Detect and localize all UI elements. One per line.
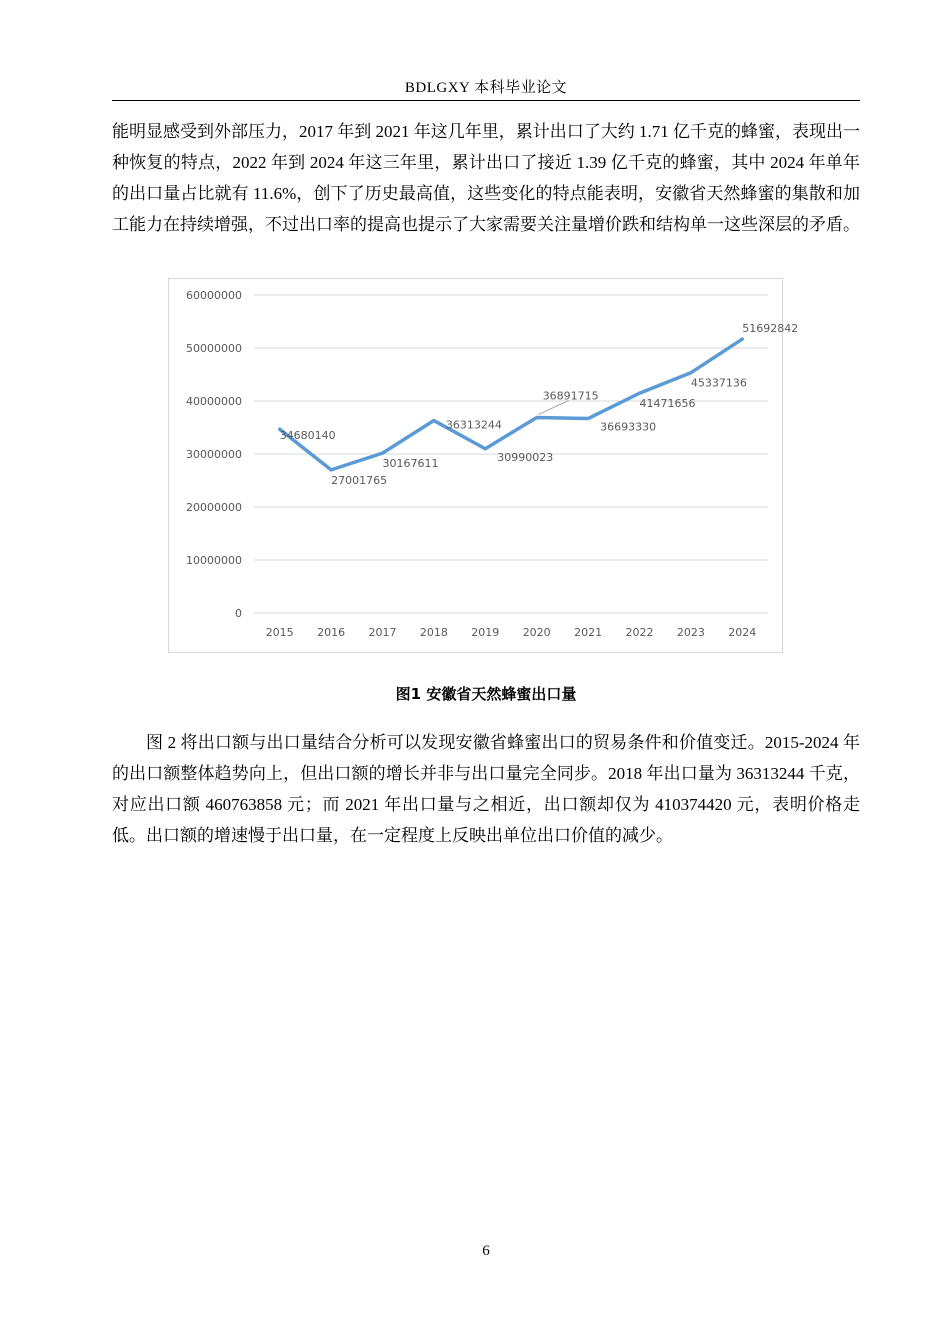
body-paragraph-1: 能明显感受到外部压力，2017 年到 2021 年这几年里，累计出口了大约 1.71 亿千克的蜂蜜，表现出一种恢复的特点，2022 年到 2024 年这三年里，累计出口了接近 1.39 亿千克的蜂蜜，其中 2024 年单年的出口量占比就有 11.6%，创下了历史最高值，这些变化的特点能表明，安徽省天然蜂蜜的集散和加工能力在持续增强，不过出口率的提高也提示了大家需要关注量增价跌和结构单一这些深层的矛盾。: [112, 122, 860, 234]
y-tick-label: 30000000: [186, 448, 242, 461]
x-tick-label: 2023: [676, 626, 705, 639]
chart-border: [169, 279, 783, 653]
x-tick-label: 2017: [368, 626, 397, 639]
x-tick-label: 2019: [471, 626, 500, 639]
page-number: 6: [482, 1243, 490, 1259]
data-label: 36693330: [600, 420, 657, 434]
y-tick-label: 40000000: [186, 395, 242, 408]
body-paragraph-2: 图 2 将出口额与出口量结合分析可以发现安徽省蜂蜜出口的贸易条件和价值变迁。2015-2024 年的出口额整体趋势向上，但出口额的增长并非与出口量完全同步。2018 年出口量为 36313244 千克，对应出口额 460763858 元；而 2021 年出口量与之相近，出口额却仅为 410374420 元，表明价格走低。出口额的增速慢于出口量，在一定程度上反映出单位出口价值的减少。: [112, 733, 860, 845]
data-label: 51692842: [742, 322, 799, 336]
y-tick-label: 0: [235, 607, 242, 620]
data-label: 30990023: [497, 450, 554, 464]
chart-svg: [168, 278, 799, 653]
x-tick-label: 2016: [317, 626, 346, 639]
figure-caption: 图1 安徽省天然蜂蜜出口量: [395, 685, 577, 703]
x-tick-label: 2015: [265, 626, 294, 639]
data-label-leader: [539, 400, 569, 414]
y-tick-label: 60000000: [186, 289, 242, 302]
y-tick-label: 20000000: [186, 501, 242, 514]
x-tick-label: 2022: [625, 626, 654, 639]
data-label: 34680140: [279, 429, 336, 443]
data-label: 30167611: [382, 457, 439, 471]
header-rule: [112, 100, 860, 101]
data-label: 27001765: [331, 473, 388, 487]
running-header: BDLGXY 本科毕业论文: [404, 80, 568, 96]
y-tick-label: 10000000: [186, 554, 242, 567]
export-volume-chart: [168, 278, 799, 653]
data-label: 45337136: [690, 376, 747, 390]
data-label: 36313244: [445, 418, 502, 432]
x-tick-label: 2018: [419, 626, 448, 639]
y-tick-label: 50000000: [186, 342, 242, 355]
x-tick-label: 2020: [522, 626, 551, 639]
x-tick-label: 2021: [574, 626, 603, 639]
data-label: 41471656: [639, 397, 696, 411]
x-tick-label: 2024: [728, 626, 757, 639]
data-label: 36891715: [542, 389, 599, 403]
